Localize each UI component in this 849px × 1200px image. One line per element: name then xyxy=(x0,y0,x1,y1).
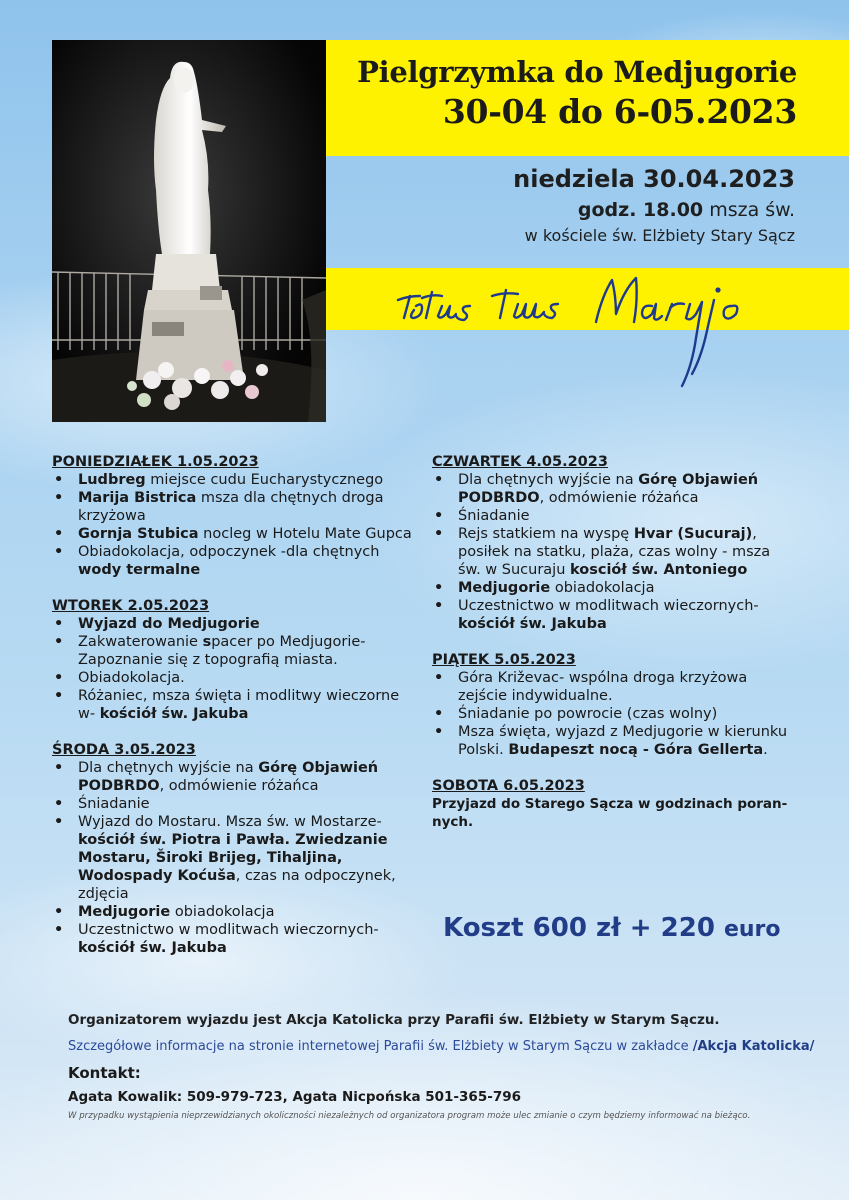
list-item xyxy=(52,633,414,669)
footer xyxy=(68,1010,820,1122)
price-amount: Koszt 600 zł + 220 xyxy=(443,913,724,943)
day-items xyxy=(432,471,792,633)
day-title: WTOREK 2.05.2023 xyxy=(52,598,210,614)
list-item xyxy=(52,795,414,813)
item-text: Wyjazd do Mostaru. Msza św. w Mostarze- xyxy=(78,814,382,830)
mass-time xyxy=(340,196,795,224)
item-text: Góra Križevac- wspólna droga krzyżowa zejście indywidualne. xyxy=(458,670,748,704)
day-tuesday xyxy=(52,597,414,723)
day-wednesday xyxy=(52,741,414,957)
item-text: Uczestnictwo w modlitwach wieczornych- xyxy=(458,598,759,614)
price xyxy=(443,911,823,947)
day-items xyxy=(52,759,414,957)
item-text: Uczestnictwo w modlitwach wieczornych- xyxy=(78,922,379,938)
list-item xyxy=(432,507,792,525)
day-title: ŚRODA 3.05.2023 xyxy=(52,742,196,758)
day-title: SOBOTA 6.05.2023 xyxy=(432,778,585,794)
item-bold: Gornja Stubica xyxy=(78,526,199,542)
day-title: PIĄTEK 5.05.2023 xyxy=(432,652,576,668)
info-link[interactable]: /Akcja Katolicka/ xyxy=(692,1039,815,1054)
item-text: Śniadanie xyxy=(458,508,530,524)
item-bold: Górę Objawień PODBRDO xyxy=(78,760,379,794)
list-item xyxy=(432,705,792,723)
item-text: nocleg w Hotelu Mate Gupca xyxy=(198,526,412,542)
day-items xyxy=(432,669,792,759)
list-item xyxy=(52,669,414,687)
schedule-left-column xyxy=(52,453,414,975)
mass-hour: godz. 18.00 xyxy=(577,199,704,221)
list-item xyxy=(52,471,414,489)
list-item xyxy=(52,903,414,921)
item-text: Śniadanie xyxy=(78,796,150,812)
item-text: Śniadanie po powrocie (czas wolny) xyxy=(458,706,718,722)
contact-phones: Agata Kowalik: 509-979-723, Agata Nicpońska 501-365-796 xyxy=(68,1089,522,1105)
item-text: Rejs statkiem na wyspę xyxy=(458,526,634,542)
schedule-right-column xyxy=(432,453,792,849)
item-text: Obiadokolacja, odpoczynek -dla chętnych xyxy=(78,544,380,560)
item-text: Msza święta, wyjazd z Medjugorie w kierunku Polski. xyxy=(458,724,788,758)
list-item xyxy=(52,921,414,957)
list-item xyxy=(52,525,414,543)
disclaimer: W przypadku wystąpienia nieprzewidzianych okoliczności niezależnych od organizatora program może ulec zmianie o czym będziemy informować na bieżąco. xyxy=(68,1111,751,1121)
info-text xyxy=(68,1038,820,1055)
mass-label: msza św. xyxy=(703,199,795,221)
item-text: , odmówienie różańca xyxy=(539,490,699,506)
trip-dates: 30-04 do 6-05.2023 xyxy=(442,92,797,131)
day-friday xyxy=(432,651,792,759)
item-text: Obiadokolacja. xyxy=(78,670,185,686)
item-bold: kościół św. Jakuba xyxy=(78,940,227,956)
price-currency: euro xyxy=(723,917,781,942)
day-title: CZWARTEK 4.05.2023 xyxy=(432,454,608,470)
item-bold: Wyjazd do Medjugorie xyxy=(78,616,260,632)
day-saturday xyxy=(432,777,792,831)
list-item xyxy=(52,543,414,579)
list-item xyxy=(432,597,792,633)
title-banner xyxy=(326,40,849,156)
item-text: Dla chętnych wyjście na xyxy=(458,472,639,488)
item-text: obiadokolacja xyxy=(550,580,655,596)
page-title: Pielgrzymka do Medjugorie xyxy=(357,55,797,89)
list-item xyxy=(52,615,414,633)
list-item xyxy=(432,525,792,579)
day-items xyxy=(52,471,414,579)
list-item xyxy=(432,669,792,705)
item-text: Zakwaterowanie xyxy=(78,634,203,650)
departure-info xyxy=(340,162,795,248)
item-bold: Hvar (Sucuraj) xyxy=(633,526,753,542)
madonna-statue-photo xyxy=(52,40,326,422)
item-bold: Medjugorie xyxy=(78,904,171,920)
item-bold: wody termalne xyxy=(78,562,201,578)
item-bold: Górę Objawień PODBRDO xyxy=(458,472,759,506)
item-text: miejsce cudu Eucharystycznego xyxy=(145,472,384,488)
day-thursday xyxy=(432,453,792,633)
day-monday xyxy=(52,453,414,579)
day-items xyxy=(52,615,414,723)
list-item xyxy=(52,687,414,723)
list-item xyxy=(52,489,414,525)
list-item xyxy=(432,723,792,759)
item-text: pacer po Medjugorie- Zapoznanie się z topografią miasta. xyxy=(78,634,366,668)
item-bold: Ludbreg xyxy=(78,472,146,488)
item-text: . xyxy=(763,742,768,758)
item-text: , czas na odpoczynek, zdjęcia xyxy=(78,868,396,902)
saturday-text: Przyjazd do Starego Sącza w godzinach poran-nych. xyxy=(432,796,788,830)
item-text: , odmówienie różańca xyxy=(159,778,319,794)
item-bold: kościół św. Jakuba xyxy=(458,616,607,632)
item-bold: kościół św. Piotra i Pawła. Zwiedzanie Mostaru, Široki Brijeg, Tihaljina, Wodospady Koćuša xyxy=(78,832,388,884)
motto-script xyxy=(380,256,800,396)
info-body: Szczegółowe informacje na stronie internetowej Parafii św. Elżbiety w Starym Sączu w zakładce xyxy=(68,1039,693,1054)
item-text: obiadokolacja xyxy=(170,904,275,920)
mass-place: w kościele św. Elżbiety Stary Sącz xyxy=(524,226,795,245)
item-bold: Marija Bistrica xyxy=(78,490,197,506)
item-bold: Budapeszt nocą - Góra Gellerta xyxy=(508,742,764,758)
item-bold: Medjugorie xyxy=(458,580,551,596)
day-title: PONIEDZIAŁEK 1.05.2023 xyxy=(52,454,259,470)
item-bold: s xyxy=(202,634,212,650)
item-bold: kościół św. Jakuba xyxy=(99,706,249,722)
contact-heading: Kontakt: xyxy=(68,1064,141,1082)
item-text: , posiłek na statku, plaża, czas wolny - msza św. w Sucuraju xyxy=(458,526,771,578)
list-item xyxy=(52,759,414,795)
item-text: msza dla chętnych droga krzyżowa xyxy=(78,490,384,524)
list-item xyxy=(432,579,792,597)
list-item xyxy=(52,813,414,903)
departure-date: niedziela 30.04.2023 xyxy=(513,165,795,193)
item-text: Dla chętnych wyjście na xyxy=(78,760,259,776)
organizer-text: Organizatorem wyjazdu jest Akcja Katolicka przy Parafii św. Elżbiety w Starym Sączu. xyxy=(68,1012,720,1028)
item-bold: kosciół św. Antoniego xyxy=(570,562,748,578)
list-item xyxy=(432,471,792,507)
item-text: Różaniec, msza święta i modlitwy wieczorne w- xyxy=(78,688,400,722)
